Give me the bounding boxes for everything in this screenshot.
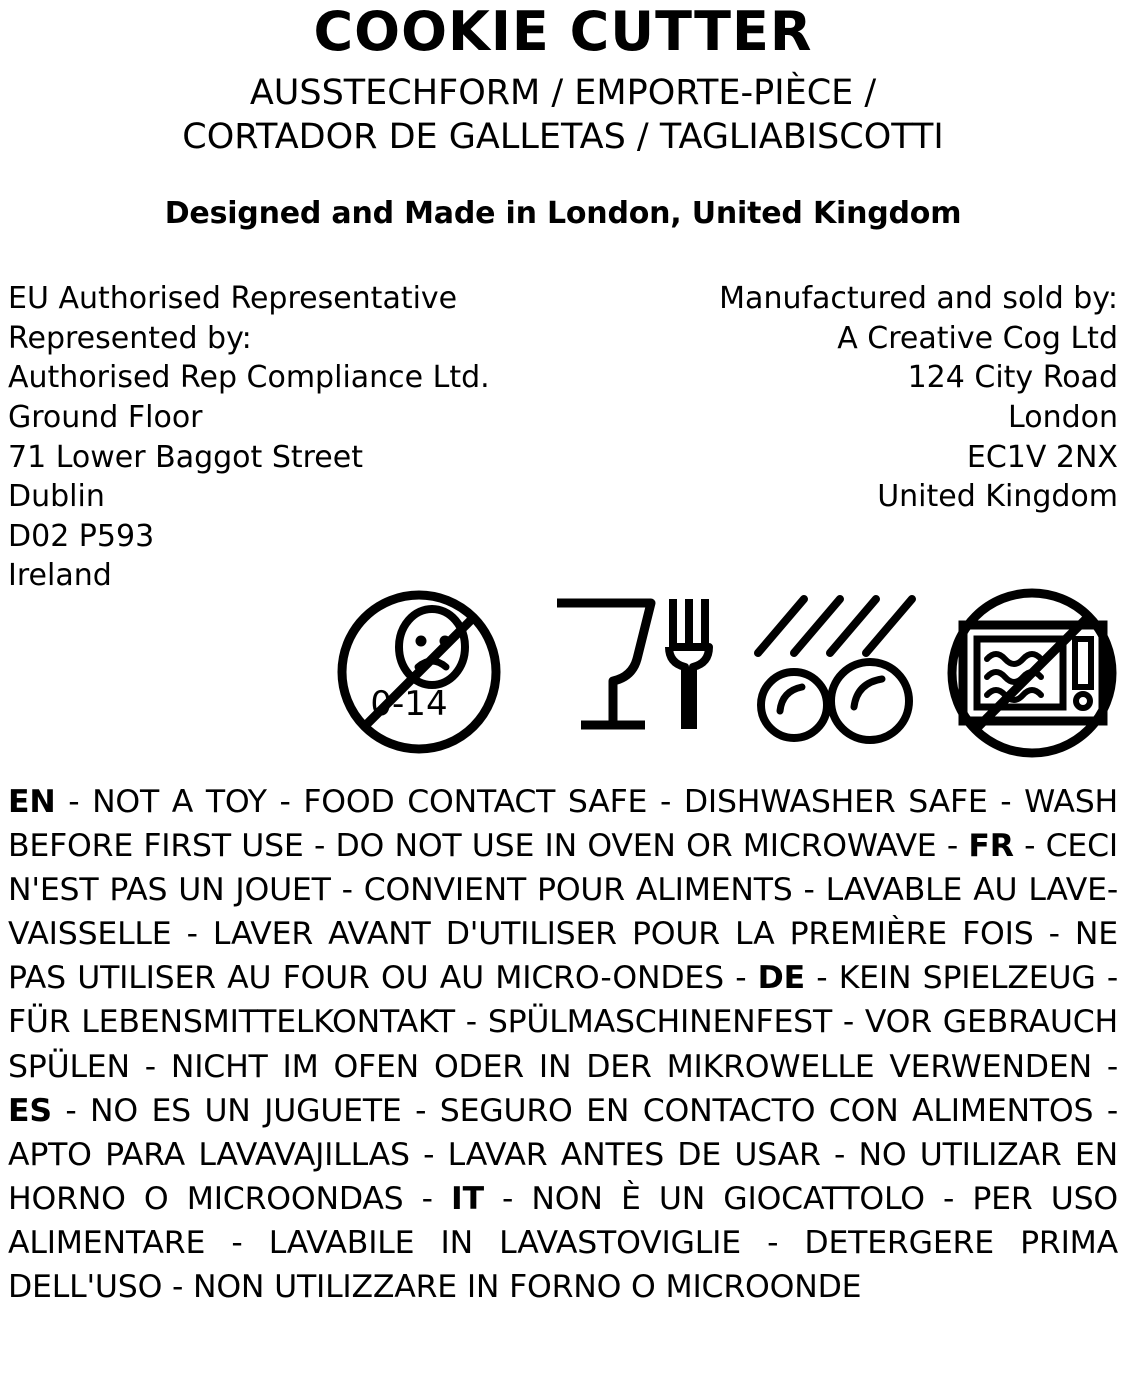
- made-in-statement: Designed and Made in London, United Kingdom: [164, 196, 962, 232]
- multilingual-warning-text: [8, 780, 1118, 1309]
- subtitle-line-2: CORTADOR DE GALLETAS / TAGLIABISCOTTI: [182, 117, 944, 158]
- lang-code-en: EN: [8, 784, 56, 820]
- lang-code-it: IT: [451, 1180, 484, 1217]
- subtitle-line-1: AUSSTECHFORM / EMPORTE-PIÈCE /: [249, 72, 877, 113]
- eu-rep-line: Dublin: [8, 479, 105, 515]
- warning-text-de: - KEIN SPIELZEUG - FÜR LEBENSMITTELKONTAKT - SPÜLMASCHINENFEST - VOR GEBRAUCH SPÜLEN - NICHT IM OFEN ODER IN DER MIKROWELLE VERWENDEN -: [8, 960, 1118, 1085]
- warning-text-es: - NO ES UN JUGUETE - SEGURO EN CONTACTO CON ALIMENTOS - APTO PARA LAVAVAJILLAS - LAVAR ANTES DE USAR - NO UTILIZAR EN HORNO O MICROONDAS -: [8, 1092, 1118, 1217]
- not-microwave-safe-icon: [945, 585, 1120, 760]
- food-contact-safe-glass-fork-icon: [533, 585, 718, 760]
- warning-text-fr: - CECI N'EST PAS UN JOUET - CONVIENT POUR ALIMENTS - LAVABLE AU LAVE-VAISSELLE - LAVER AVANT D'UTILISER POUR LA PREMIÈRE FOIS - NE PAS UTILISER AU FOUR OU AU MICRO-ONDES -: [8, 828, 1118, 997]
- eu-rep-line: EU Authorised Representative: [8, 281, 458, 317]
- manufacturer-line: United Kingdom: [877, 479, 1118, 515]
- manufacturer-address: [630, 279, 1118, 596]
- manufacturer-line: Manufactured and sold by:: [719, 281, 1118, 317]
- manufacturer-line: 124 City Road: [907, 360, 1118, 396]
- lang-code-de: DE: [757, 960, 805, 997]
- not-for-children-0-14-icon: [332, 585, 507, 760]
- eu-rep-line: D02 P593: [8, 518, 155, 554]
- eu-rep-line: Represented by:: [8, 320, 252, 356]
- dishwasher-safe-icon: [744, 585, 919, 760]
- manufacturer-line: EC1V 2NX: [966, 439, 1118, 475]
- warning-text-en: - NOT A TOY - FOOD CONTACT SAFE - DISHWASHER SAFE - WASH BEFORE FIRST USE - DO NOT USE IN OVEN OR MICROWAVE -: [8, 784, 1118, 865]
- manufacturer-line: A Creative Cog Ltd: [837, 320, 1118, 356]
- eu-rep-line: Ireland: [8, 558, 112, 594]
- lang-code-es: ES: [8, 1092, 52, 1129]
- eu-authorised-representative-address: [8, 279, 619, 596]
- subtitle: [8, 71, 1118, 161]
- lang-code-fr: FR: [968, 828, 1014, 865]
- eu-rep-line: Authorised Rep Compliance Ltd.: [8, 360, 490, 396]
- address-block: [8, 279, 1118, 596]
- manufacturer-line: London: [1008, 400, 1118, 436]
- age-range-label: 0-14: [370, 683, 448, 724]
- pictogram-row: [0, 582, 1126, 762]
- eu-rep-line: Ground Floor: [8, 400, 203, 436]
- warning-text-it: - NON È UN GIOCATTOLO - PER USO ALIMENTARE - LAVABILE IN LAVASTOVIGLIE - DETERGERE PRIMA DELL'USO - NON UTILIZZARE IN FORNO O MICROONDE: [8, 1180, 1119, 1306]
- page-title: COOKIE CUTTER: [313, 0, 813, 63]
- eu-rep-line: 71 Lower Baggot Street: [8, 439, 363, 475]
